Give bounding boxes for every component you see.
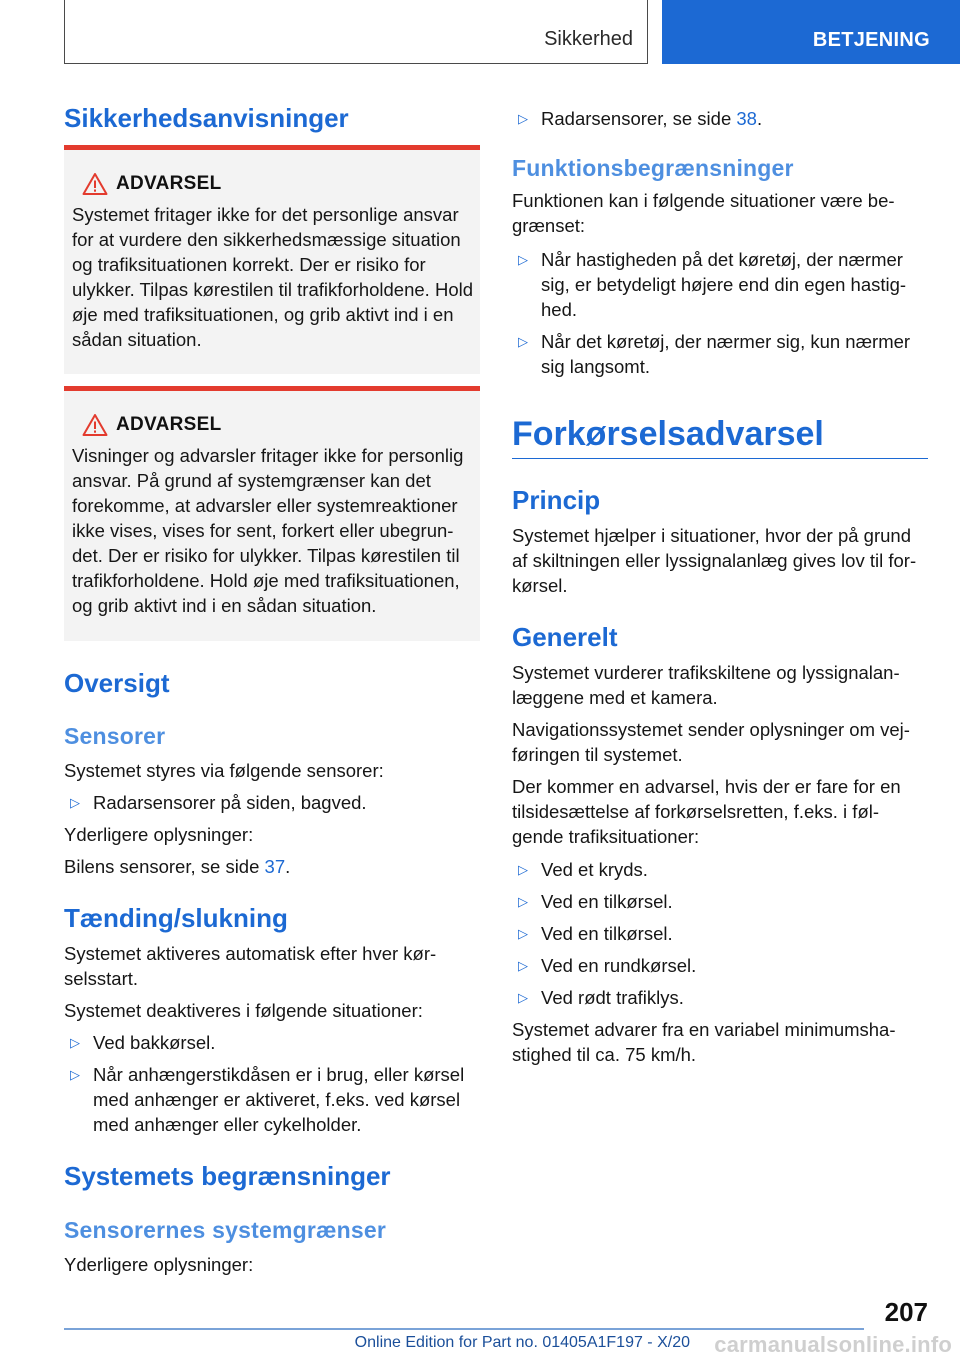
list-item: ▷ Ved rødt trafiklys. <box>518 987 684 1008</box>
list-item: ▷ Ved et kryds. <box>518 859 648 880</box>
list-item: ▷ Når anhængerstikdåsen er i brug, eller kørsel med anhænger er aktiveret, f.eks. ved kørsel med anhænger eller cykelholder. <box>70 1064 465 1135</box>
list-item: ▷ Ved en tilkørsel. <box>518 891 673 912</box>
sensors-text: Systemet styres via følgende sensorer: <box>64 760 384 781</box>
list-item: ▷ Radarsensorer, se side 38. <box>518 108 763 129</box>
list-item: ▷ Ved bakkørsel. <box>70 1032 216 1053</box>
sensor-limits-subtitle: Sensorernes systemgrænser <box>64 1217 387 1243</box>
list-item: ▷ Når hastigheden på det køretøj, der nærmer sig, er betydeligt højere end din egen hastig-hed. <box>518 249 907 320</box>
warning-text-2: Visninger og advarsler fritager ikke for personlig ansvar. På grund af systemgrænser kan det forekomme, at advarsler eller systemreaktioner ikke vises, vises for sent, forkert eller ubegrun-det. Der er risiko for ulykker. Tilpas kørestilen til trafikforholdene. Hold øje med trafiksituationen, og grib aktivt ind i en sådan situation. <box>72 445 464 616</box>
list-item: ▷ Ved en tilkørsel. <box>518 923 673 944</box>
ignition-title: Tænding/slukning <box>64 903 288 933</box>
ignition-text-1: Systemet aktiveres automatisk efter hver kør-selsstart. <box>64 943 437 989</box>
general-text-2: Navigationssystemet sender oplysninger om vej-føringen til systemet. <box>512 719 910 765</box>
triangle-bullet-icon: ▷ <box>518 894 528 909</box>
triangle-bullet-icon: ▷ <box>70 1035 80 1050</box>
triangle-bullet-icon: ▷ <box>518 990 528 1005</box>
header-chapter-title: BETJENING <box>812 29 930 51</box>
triangle-bullet-icon: ▷ <box>518 111 528 126</box>
triangle-bullet-icon: ▷ <box>70 795 80 810</box>
warning-triangle-icon <box>82 172 108 196</box>
warning-box-2 <box>64 386 480 641</box>
watermark: carmanualsonline.info <box>714 1332 952 1357</box>
page-link-38[interactable]: 38 <box>736 108 757 129</box>
system-limits-title: Systemets begrænsninger <box>64 1161 391 1191</box>
triangle-bullet-icon: ▷ <box>518 334 528 349</box>
principle-title: Princip <box>512 485 601 515</box>
footer-divider <box>64 1328 864 1330</box>
function-limits-title: Funktionsbegrænsninger <box>512 155 794 181</box>
general-text-3: Der kommer en advarsel, hvis der er fare for en tilsidesættelse af forkørselsretten, f.eks. i føl-gende trafiksituationer: <box>512 776 901 847</box>
sensors-reference: Bilens sensorer, se side 37. <box>64 856 291 877</box>
list-item: ▷ Radarsensorer på siden, bagved. <box>70 792 367 813</box>
triangle-bullet-icon: ▷ <box>518 926 528 941</box>
title-divider <box>512 458 928 459</box>
list-item: ▷ Ved en rundkørsel. <box>518 955 697 976</box>
header-section-box <box>64 0 648 64</box>
right-of-way-warning-title: Forkørselsadvarsel <box>512 415 824 453</box>
header-section-title: Sikkerhed <box>544 28 633 50</box>
triangle-bullet-icon: ▷ <box>70 1067 80 1082</box>
triangle-bullet-icon: ▷ <box>518 862 528 877</box>
safety-instructions-title: Sikkerhedsanvisninger <box>64 103 349 133</box>
ignition-text-2: Systemet deaktiveres i følgende situationer: <box>64 1000 423 1021</box>
warning-title-2: ADVARSEL <box>116 414 222 435</box>
sensors-subtitle: Sensorer <box>64 723 166 749</box>
general-title: Generelt <box>512 622 618 652</box>
warning-text-1: Systemet fritager ikke for det personlige ansvar for at vurdere den sikkerhedsmæssige situation og trafiksituationen korrekt. Der er risiko for ulykker. Tilpas kørestilen til trafikforholdene. Hold øje med trafiksituationen, og grib aktivt ind i en sådan situation. <box>72 204 474 350</box>
edition-text: Online Edition for Part no. 01405A1F197 - X/20 <box>354 1334 690 1351</box>
header-chapter-tab[interactable] <box>662 0 960 64</box>
function-limits-text: Funktionen kan i følgende situationer være be-grænset: <box>512 190 895 236</box>
list-item: ▷ Når det køretøj, der nærmer sig, kun nærmer sig langsomt. <box>518 331 911 377</box>
more-info-text: Yderligere oplysninger: <box>64 824 254 845</box>
triangle-bullet-icon: ▷ <box>518 252 528 267</box>
overview-title: Oversigt <box>64 668 170 698</box>
warning-triangle-icon <box>82 413 108 437</box>
general-text-4: Systemet advarer fra en variabel minimumsha-stighed til ca. 75 km/h. <box>512 1019 896 1065</box>
page-number: 207 <box>884 1297 928 1327</box>
warning-title-1: ADVARSEL <box>116 173 222 194</box>
warning-box-1 <box>64 145 480 374</box>
page-link-37[interactable]: 37 <box>264 856 286 877</box>
triangle-bullet-icon: ▷ <box>518 958 528 973</box>
principle-text: Systemet hjælper i situationer, hvor der på grund af skiltningen eller lyssignalanlæg gives lov til for-kørsel. <box>512 525 917 596</box>
sensor-limits-text: Yderligere oplysninger: <box>64 1254 254 1275</box>
general-text-1: Systemet vurderer trafikskiltene og lyssignalan-læggene med et kamera. <box>512 662 900 708</box>
